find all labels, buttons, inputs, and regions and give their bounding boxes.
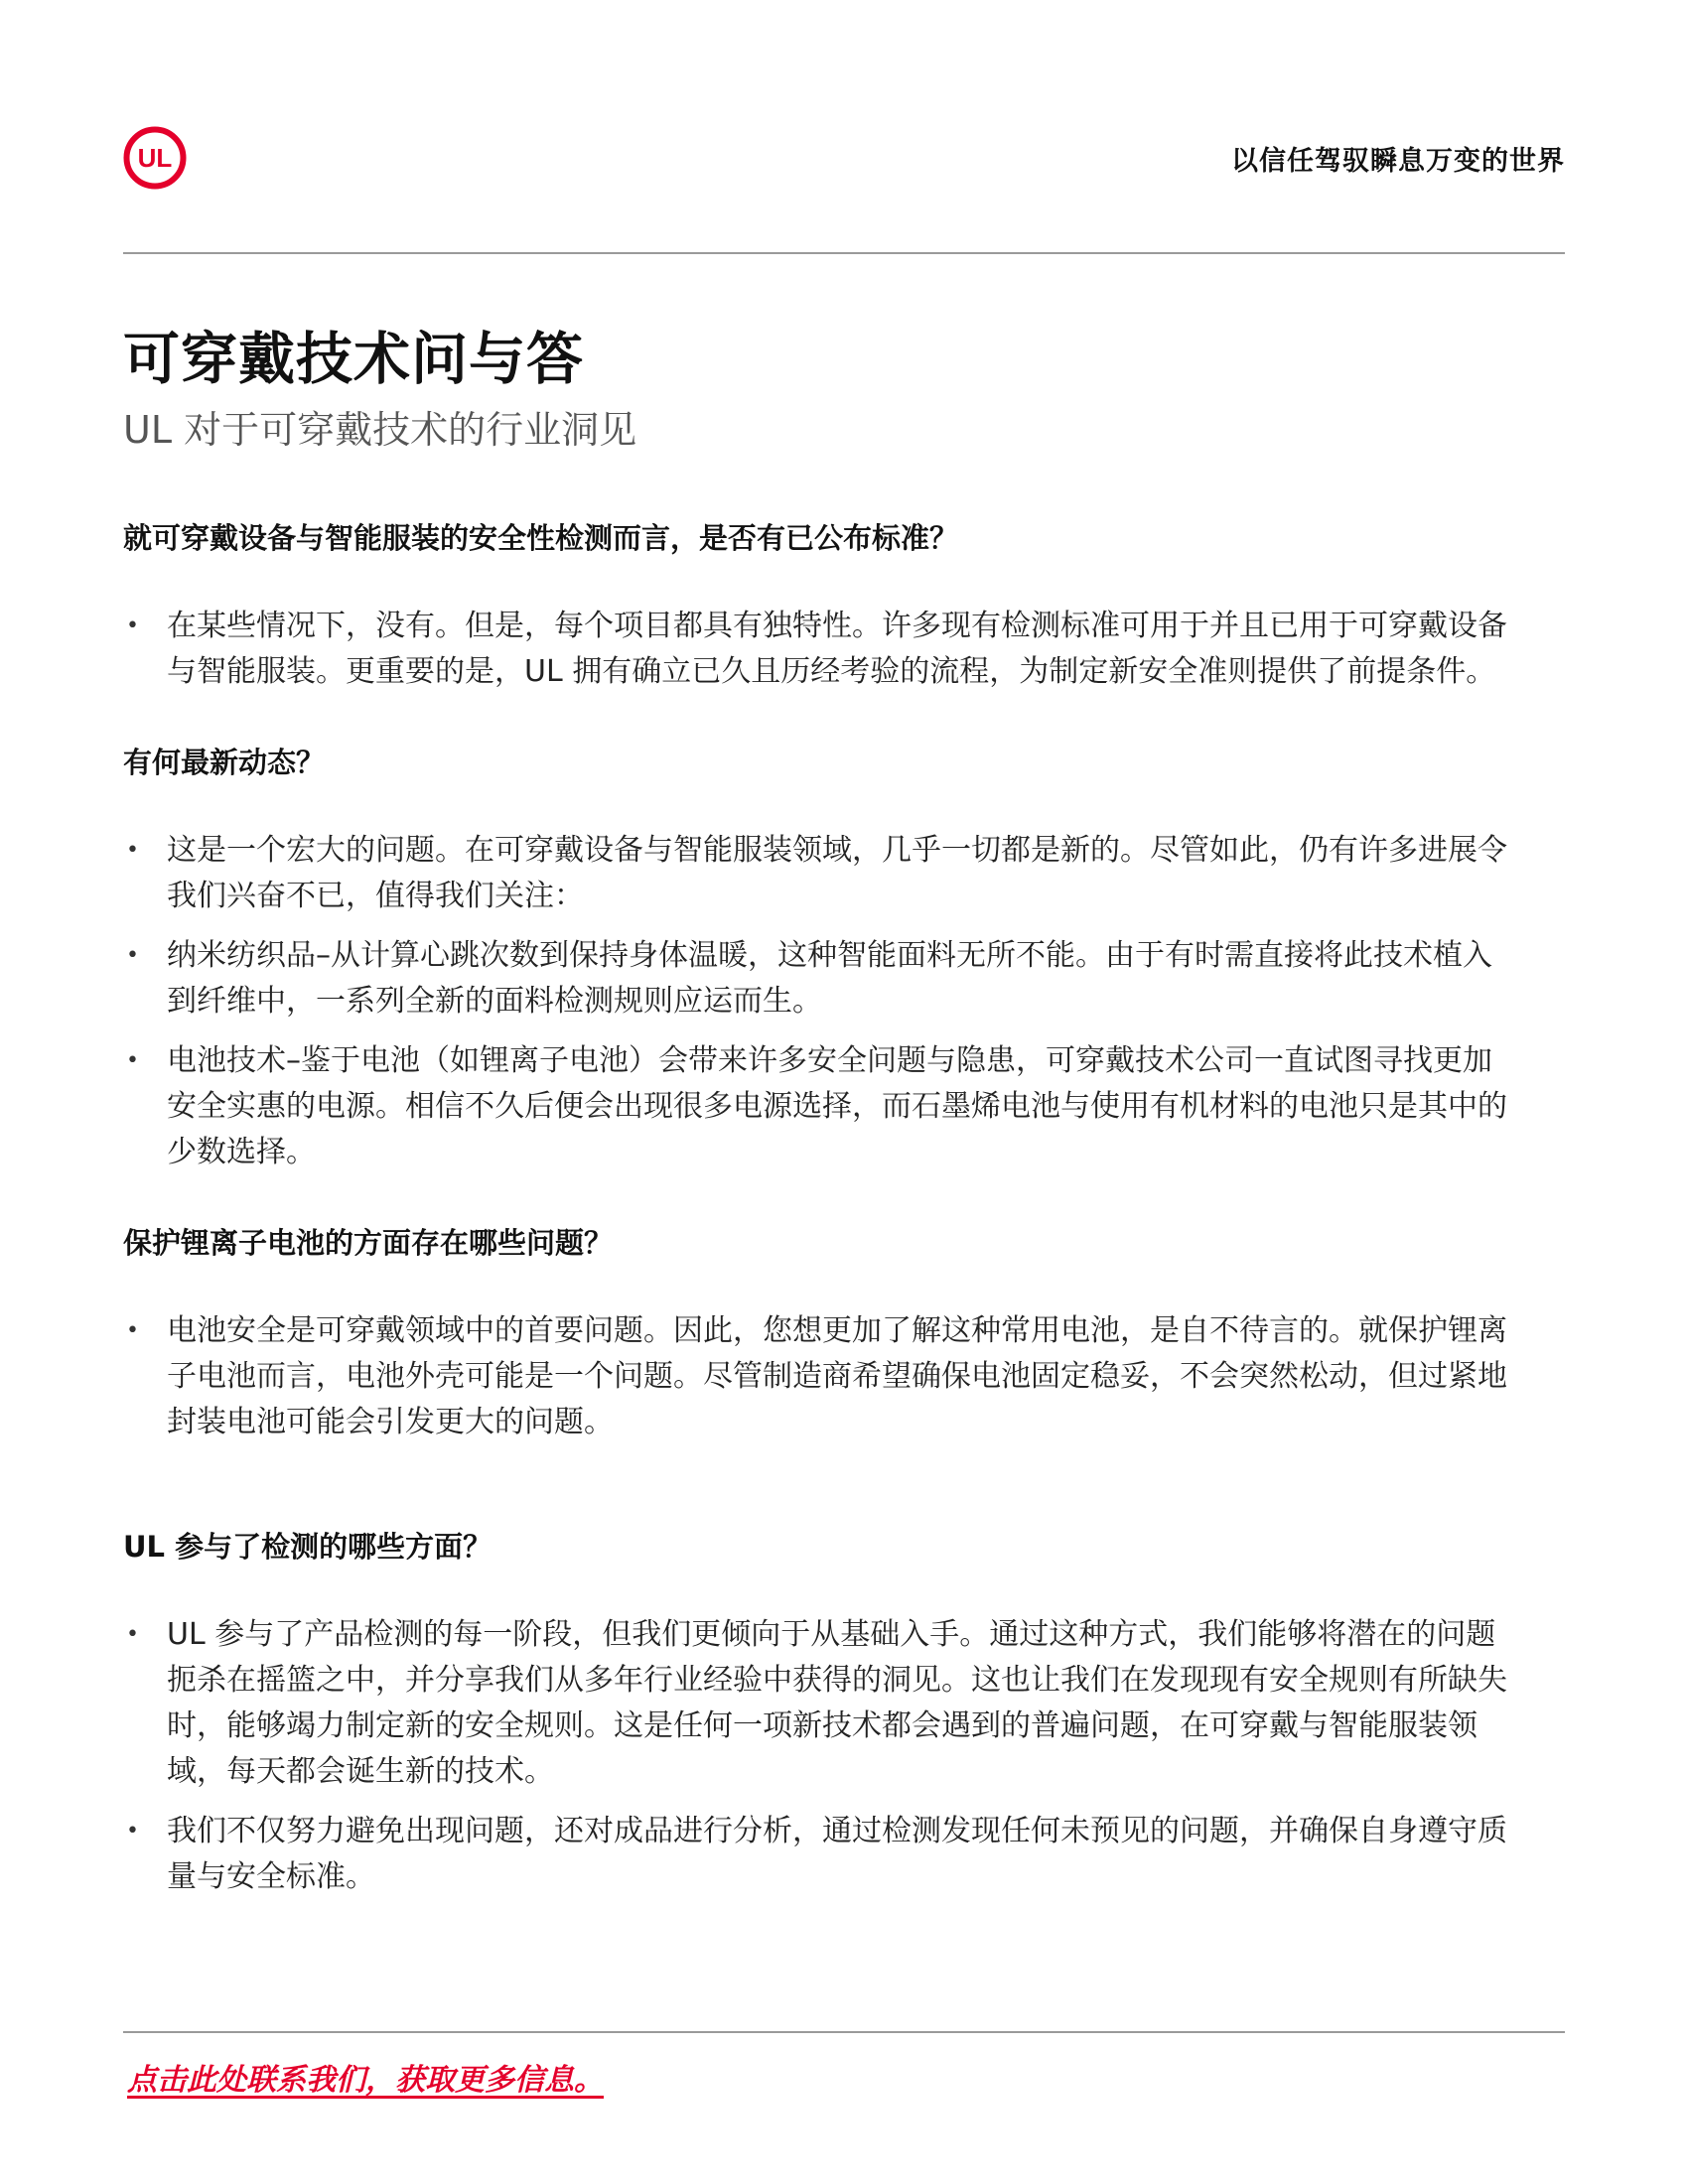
bullet-icon: • — [126, 1048, 139, 1073]
header-divider — [123, 252, 1565, 254]
page-subtitle: UL 对于可穿戴技术的行业洞见 — [123, 408, 637, 452]
faq-question: UL 参与了检测的哪些方面？ — [123, 1530, 492, 1564]
bullet-icon: • — [126, 614, 139, 638]
faq-section — [123, 741, 1513, 1175]
faq-answer-text: 这是一个宏大的问题。在可穿戴设备与智能服装领域，几乎一切都是新的。尽管如此，仍有许多进展令我们兴奋不已，值得我们关注： — [167, 833, 1507, 913]
footer-divider — [123, 2031, 1565, 2033]
faq-question: 保护锂离子电池的方面存在哪些问题？ — [123, 1226, 614, 1260]
bullet-icon: • — [126, 1819, 139, 1843]
ul-logo-text: UL — [137, 143, 173, 173]
faq-answer-item — [123, 1308, 1513, 1445]
faq-answer-text: 电池技术–鉴于电池（如锂离子电池）会带来许多安全问题与隐患，可穿戴技术公司一直试图寻找更加安全实惠的电源。相信不久后便会出现很多电源选择，而石墨烯电池与使用有机材料的电池只是其中的少数选择。 — [167, 1043, 1507, 1169]
faq-answer-item — [123, 1612, 1513, 1795]
page-title: 可穿戴技术问与答 — [123, 327, 584, 392]
faq-answer-item — [123, 933, 1513, 1024]
faq-content — [123, 516, 1513, 1914]
spacer — [123, 1459, 1513, 1525]
faq-section — [123, 1221, 1513, 1445]
bullet-icon: • — [126, 1318, 139, 1343]
ul-logo — [123, 126, 187, 190]
faq-answer-list — [123, 604, 1513, 695]
faq-answer-text: UL 参与了产品检测的每一阶段，但我们更倾向于从基础入手。通过这种方式，我们能够将潜在的问题扼杀在摇篮之中，并分享我们从多年行业经验中获得的洞见。这也让我们在发现现有安全规则有所缺失时，能够竭力制定新的安全规则。这是任何一项新技术都会遇到的普遍问题，在可穿戴与智能服装领域，每天都会诞生新的技术。 — [167, 1617, 1507, 1789]
faq-answer-text: 电池安全是可穿戴领域中的首要问题。因此，您想更加了解这种常用电池，是自不待言的。就保护锂离子电池而言，电池外壳可能是一个问题。尽管制造商希望确保电池固定稳妥，不会突然松动，但过紧地封装电池可能会引发更大的问题。 — [167, 1313, 1507, 1439]
bullet-icon: • — [126, 1622, 139, 1647]
faq-answer-item — [123, 1809, 1513, 1900]
spacer — [123, 709, 1513, 741]
faq-answer-item — [123, 604, 1513, 695]
bullet-icon: • — [126, 838, 139, 863]
faq-answer-list — [123, 1612, 1513, 1900]
faq-answer-list — [123, 828, 1513, 1175]
faq-section — [123, 1525, 1513, 1900]
faq-answer-text: 纳米纺织品–从计算心跳次数到保持身体温暖，这种智能面料无所不能。由于有时需直接将此技术植入到纤维中，一系列全新的面料检测规则应运而生。 — [167, 938, 1492, 1019]
faq-answer-list — [123, 1308, 1513, 1445]
header-tagline: 以信任驾驭瞬息万变的世界 — [1231, 146, 1565, 177]
bullet-icon: • — [126, 943, 139, 968]
faq-answer-item — [123, 1038, 1513, 1175]
contact-us-link[interactable]: 点击此处联系我们，获取更多信息。 — [127, 2063, 604, 2098]
faq-answer-text: 在某些情况下，没有。但是，每个项目都具有独特性。许多现有检测标准可用于并且已用于可穿戴设备与智能服装。更重要的是，UL 拥有确立已久且历经考验的流程，为制定新安全准则提供了前提条件。 — [167, 609, 1507, 689]
faq-question: 有何最新动态？ — [123, 746, 326, 779]
faq-question: 就可穿戴设备与智能服装的安全性检测而言，是否有已公布标准？ — [123, 521, 959, 555]
faq-answer-text: 我们不仅努力避免出现问题，还对成品进行分析，通过检测发现任何未预见的问题，并确保自身遵守质量与安全标准。 — [167, 1814, 1507, 1894]
faq-answer-item — [123, 828, 1513, 919]
faq-section — [123, 516, 1513, 695]
spacer — [123, 1189, 1513, 1221]
